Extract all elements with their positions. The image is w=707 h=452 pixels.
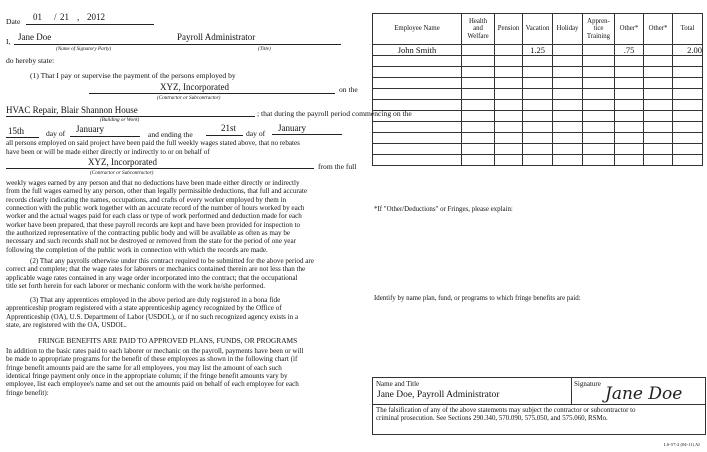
table-cell [615,144,644,155]
table-header-row [373,14,703,45]
project-name: HVAC Repair, Blair Shannon House [6,105,138,115]
table-cell [583,67,615,78]
signatory-prefix: I, [6,37,11,46]
table-cell [644,45,673,56]
table-cell [495,45,523,56]
table-cell [523,56,553,67]
table-cell [373,144,462,155]
table-row [373,89,703,100]
table-cell [583,89,615,100]
table-cell [523,89,553,100]
table-cell [553,133,583,144]
table-cell [673,89,703,100]
day-of-text-2: day of [246,129,266,138]
start-day: 15th [8,126,25,136]
table-cell [615,67,644,78]
table-cell [615,155,644,166]
date-year: 2012 [87,12,105,22]
table-cell [644,100,673,111]
table-row [373,78,703,89]
table-cell [583,122,615,133]
table-cell [462,155,495,166]
table-row [373,155,703,166]
table-cell [495,56,523,67]
end-month: January [278,123,306,133]
table-cell [495,67,523,78]
project-caption: (Building or Work) [100,117,140,123]
table-cell [583,111,615,122]
day-of-text: day of [46,129,66,138]
clause1-line-b: have been or will be made either directly or indirectly to or on behalf of [6,148,210,156]
clause3-body: (3) That any apprentices employed in the above period are duly registered in a bona fide apprenticeship program registered with a state apprenticeship agency recognized by the Office of Apprenticeship (OA), U.S. Department of Labor (USDOL), or if no such recognized agency exists in a state, are registered with the OA, USDOL. [6,296,299,330]
column-header: Appren- tice Training [583,14,615,45]
signature-value: Jane Doe [605,384,683,404]
table-cell [615,56,644,67]
contractor2-caption: (Contractor or Subcontractor) [90,170,154,176]
table-row [373,56,703,67]
table-cell [673,78,703,89]
date-month: 01 [33,12,42,22]
table-cell [462,56,495,67]
fringe-body: In addition to the basic rates paid to each laborer or mechanic on the payroll, payments have been or will be made to appropriate programs for the benefit of these employees as shown in the following chart (if fringe benefit amounts paid are the same for all employees, you may list the amount of each such identical fringe payment only once in the appropriate column; if the fringe benefit amounts vary by employee, list each employee's name and set out the amounts paid on behalf of each employee for each fringe benefit): [6,347,304,397]
table-cell [615,78,644,89]
table-cell: 2.00 [673,45,703,56]
clause2-body: (2) That any payrolls otherwise under this contract required to be submitted for the above period are correct and complete; that the wage rates for laborers or mechanics contained therein are not less than the applicable wage rates contained in any wage order incorporated into the contract; that the occupational title set forth herein for each laborer or mechanic conform with the work he/she performed. [6,257,314,291]
table-cell [373,67,462,78]
table-cell [615,122,644,133]
table-cell [523,133,553,144]
table-cell [495,78,523,89]
table-cell [615,89,644,100]
table-cell [615,100,644,111]
date-day: 21 [60,12,69,22]
table-cell [553,111,583,122]
table-cell [673,122,703,133]
table-row [373,100,703,111]
table-cell [462,89,495,100]
table-row [373,111,703,122]
table-cell [373,78,462,89]
column-header: Employee Name [373,14,462,45]
table-cell [644,89,673,100]
table-cell [462,133,495,144]
table-row [373,122,703,133]
title-caption: (Title) [258,46,271,52]
table-cell [495,89,523,100]
table-row [373,144,703,155]
table-cell [462,78,495,89]
start-month: January [76,124,104,134]
table-cell [673,67,703,78]
table-cell [553,45,583,56]
table-cell [673,56,703,67]
table-row [373,133,703,144]
date-label: Date [6,17,21,26]
table-row [373,67,703,78]
signatory-name: Jane Doe [18,32,52,42]
column-header: Total [673,14,703,45]
name-title-value: Jane Doe, Payroll Administrator [377,390,500,400]
table-cell [583,133,615,144]
identify-plan-note: Identify by name plan, fund, or programs to which fringe benefits are paid: [374,295,581,302]
form-id: LS-57-2 (04-11) AI [664,442,700,447]
table-cell [583,155,615,166]
clause1-line-a: all persons employed on said project have been paid the full weekly wages stated above, that no rebates [6,139,300,147]
signatory-title: Payroll Administrator [177,32,256,42]
name-title-label: Name and Title [376,380,420,388]
table-cell [673,111,703,122]
end-day: 21st [221,123,237,133]
table-cell [373,100,462,111]
table-cell [673,100,703,111]
table-row [373,45,703,56]
signature-label: Signature [574,380,601,388]
on-the-text: on the [339,85,358,94]
table-cell: John Smith [373,45,462,56]
table-cell [495,155,523,166]
table-cell [583,56,615,67]
column-header: Vacation [523,14,553,45]
table-cell [644,155,673,166]
table-cell: .75 [615,45,644,56]
table-cell [495,122,523,133]
column-header: Other* [615,14,644,45]
table-cell [373,111,462,122]
table-cell [373,122,462,133]
falsification-warning: The falsification of any of the above statements may subject the contractor or subcontractor to criminal prosecution. See Sections 290.340, 570.090, 575.050, and 575.060, RSMo. [376,407,636,423]
from-full-text: from the full [318,162,357,171]
table-cell [644,144,673,155]
table-cell [553,89,583,100]
table-cell [673,133,703,144]
fringe-benefits-table [372,13,703,166]
table-cell [644,133,673,144]
contractor-caption: (Contractor or Subcontractor) [157,95,221,101]
project-tail: ; that during the payroll period commencing on the [257,109,412,118]
table-cell [523,122,553,133]
and-ending-text: and ending the [148,130,193,139]
table-cell [615,133,644,144]
table-cell [373,133,462,144]
table-cell [583,45,615,56]
clause1-intro: (1) That I pay or supervise the payment of the persons employed by [30,71,236,80]
column-header: Holiday [553,14,583,45]
fringe-heading: FRINGE BENEFITS ARE PAID TO APPROVED PLANS, FUNDS, OR PROGRAMS [38,336,298,345]
column-header: Health and Welfare [462,14,495,45]
table-cell [462,111,495,122]
table-cell [673,144,703,155]
table-cell [462,45,495,56]
table-cell [462,144,495,155]
table-cell [495,100,523,111]
table-cell [583,100,615,111]
table-cell [553,144,583,155]
table-cell [553,100,583,111]
clause1-body: weekly wages earned by any person and that no deductions have been made either directly or indirectly from the full wages earned by any person, other than legally permissible deductions, that full and accurate records clearly indicating the names, occupations, and crafts of every worker employed by them in connection with the public work together with an accurate record of the number of hours worked by each worker and the actual wages paid for each class or type of work performed and deduction made for each worker have been prepared, that these payroll records are kept and have been provided for inspection to the authorized representative of the contracting public body and will be available as often as may be necessary and such records shall not be destroyed or removed from the state for the period of one year following the completion of the public work in connection with which the records are made. [6,179,307,254]
table-cell [373,89,462,100]
table-cell [373,56,462,67]
table-cell [523,144,553,155]
table-cell [523,100,553,111]
table-cell [462,100,495,111]
table-cell [583,144,615,155]
table-cell [644,122,673,133]
table-cell [553,122,583,133]
table-cell [553,67,583,78]
table-cell [462,122,495,133]
table-cell [644,56,673,67]
table-cell [495,144,523,155]
table-cell [523,67,553,78]
table-cell [673,155,703,166]
table-cell [553,78,583,89]
other-explain-note: *If "Other/Deductions" or Fringes, please explain: [374,206,513,213]
table-cell [553,155,583,166]
table-cell [615,111,644,122]
table-cell [644,67,673,78]
table-cell [495,133,523,144]
table-cell: 1.25 [523,45,553,56]
table-cell [462,67,495,78]
table-cell [644,111,673,122]
table-cell [583,78,615,89]
name-caption: (Name of Signatory Party) [56,46,112,52]
signature-block [372,377,706,435]
table-cell [495,111,523,122]
contractor-name-2: XYZ, Incorporated [88,157,157,167]
column-header: Other* [644,14,673,45]
table-cell [523,78,553,89]
table-cell [644,78,673,89]
column-header: Pension [495,14,523,45]
table-cell [373,155,462,166]
table-cell [553,56,583,67]
contractor-name: XYZ, Incorporated [160,82,229,92]
table-cell [523,155,553,166]
do-hereby-state: do hereby state: [6,56,55,65]
table-cell [523,111,553,122]
